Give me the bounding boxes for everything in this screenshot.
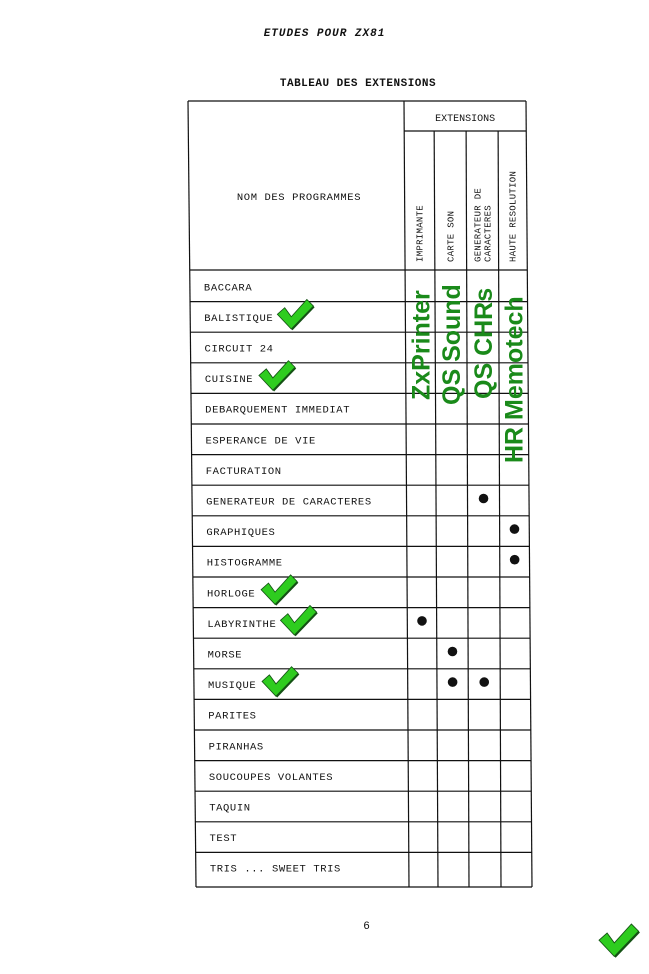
program-name: DEBARQUEMENT IMMEDIAT bbox=[205, 404, 351, 417]
program-name: GENERATEUR DE CARACTERES bbox=[206, 496, 372, 509]
checkmark-icon bbox=[259, 361, 296, 392]
program-name: BALISTIQUE bbox=[204, 312, 274, 325]
program-column-header: NOM DES PROGRAMMES bbox=[236, 192, 362, 204]
annotation-qs-sound: QS Sound bbox=[438, 284, 467, 405]
checkmark-icon bbox=[280, 606, 317, 637]
annotation-hr-memotech: HR Memotech bbox=[500, 296, 529, 463]
column-header-1: CARTE SON bbox=[446, 210, 457, 262]
program-name: TAQUIN bbox=[209, 802, 251, 815]
program-name: GRAPHIQUES bbox=[206, 527, 276, 540]
program-name: SOUCOUPES VOLANTES bbox=[208, 771, 334, 784]
column-header-2: GENERATEUR DE bbox=[473, 187, 484, 262]
program-name: MORSE bbox=[207, 649, 243, 662]
checkmark-fill bbox=[262, 667, 298, 697]
program-name: HISTOGRAMME bbox=[206, 557, 283, 570]
program-name: MUSIQUE bbox=[207, 680, 257, 693]
annotation-zxprinter: ZxPrinter bbox=[407, 290, 436, 400]
extensions-header: EXTENSIONS bbox=[435, 114, 496, 125]
table-caption: TABLEAU DES EXTENSIONS bbox=[279, 78, 437, 90]
extension-dot bbox=[417, 616, 427, 626]
table-border-right bbox=[526, 101, 532, 887]
program-name: TEST bbox=[209, 833, 238, 846]
program-name: CUISINE bbox=[204, 374, 254, 387]
checkmark-fill bbox=[280, 606, 316, 636]
checkmark-icon bbox=[277, 300, 314, 331]
table-border-left bbox=[188, 101, 196, 887]
page-number: 6 bbox=[363, 921, 370, 933]
column-divider bbox=[434, 131, 438, 887]
program-name: PIRANHAS bbox=[208, 741, 264, 754]
program-name: CIRCUIT 24 bbox=[204, 343, 274, 356]
column-divider bbox=[404, 101, 409, 887]
extension-dot bbox=[448, 647, 458, 657]
program-name: FACTURATION bbox=[205, 465, 282, 478]
column-header-0: IMPRIMANTE bbox=[415, 204, 426, 262]
program-name: LABYRINTHE bbox=[207, 618, 277, 631]
checkmark-fill bbox=[277, 300, 313, 330]
extension-dot bbox=[448, 677, 458, 687]
extension-dot bbox=[510, 555, 520, 565]
checkmark-fill bbox=[259, 361, 295, 391]
program-name: ESPERANCE DE VIE bbox=[205, 435, 316, 448]
program-name: TRIS ... SWEET TRIS bbox=[209, 863, 341, 876]
checkmark-icon bbox=[261, 575, 298, 606]
extension-dot bbox=[479, 677, 489, 687]
column-header-3: HAUTE RESOLUTION bbox=[508, 170, 519, 262]
column-header-2: CARACTERES bbox=[483, 204, 494, 262]
checkmark-fill bbox=[261, 575, 297, 605]
column-divider bbox=[466, 131, 469, 887]
program-name: HORLOGE bbox=[207, 588, 256, 601]
program-name: PARITES bbox=[208, 710, 257, 723]
header-title: ETUDES POUR ZX81 bbox=[263, 28, 386, 40]
annotation-qs-chrs: QS CHRs bbox=[469, 287, 498, 399]
program-name: BACCARA bbox=[203, 282, 253, 295]
column-divider bbox=[498, 131, 501, 887]
extension-dot bbox=[479, 494, 489, 504]
extension-dot bbox=[510, 524, 520, 534]
checkmark-icon bbox=[262, 667, 299, 698]
